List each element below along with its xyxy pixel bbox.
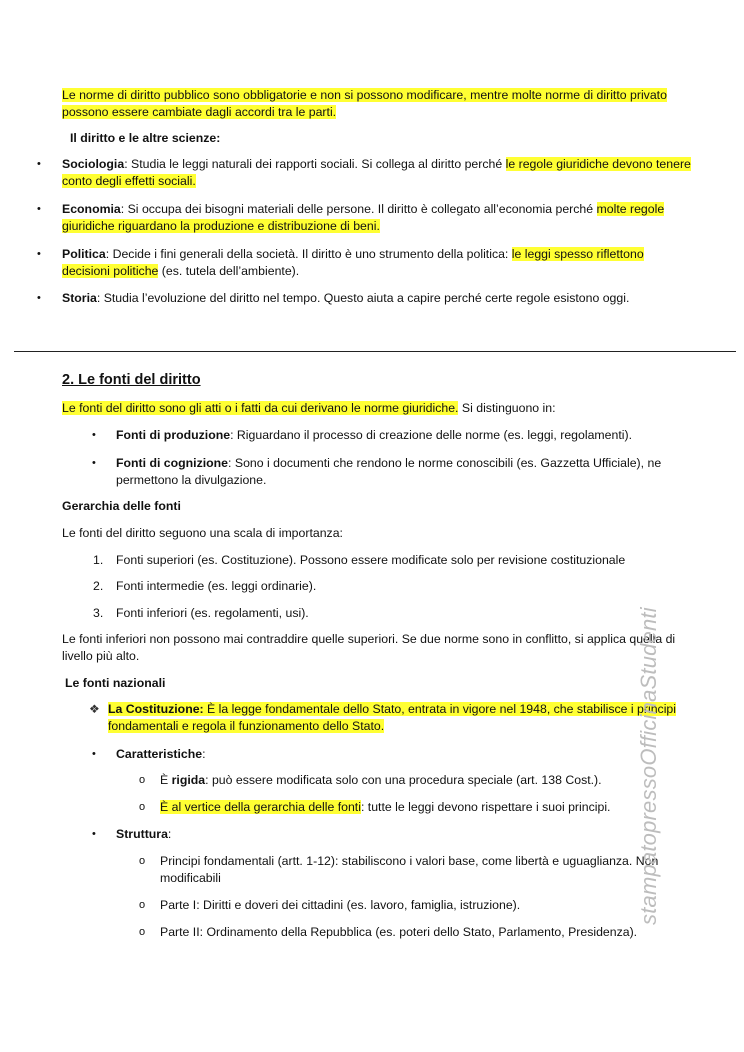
bullet-dot-icon: • [92, 457, 96, 469]
struttura-item: Parte II: Ordinamento della Repubblica (es. poteri dello Stato, Parlamento, Presidenza). [160, 925, 638, 939]
caratteristiche-item: È rigida: può essere modificata solo con una procedura speciale (art. 138 Cost.). [160, 773, 602, 787]
gerarchia-note: Le fonti inferiori non possono mai contraddire quelle superiori. Se due norme sono in conflitto, si applica quella di livello più alto. [62, 632, 676, 663]
bullet-dot-icon: • [92, 748, 96, 760]
struttura-label: Struttura: [116, 827, 172, 841]
list-item-gerarchia: Fonti superiori (es. Costituzione). Possono essere modificate solo per revisione costituzionale [116, 553, 626, 567]
struttura-item: Principi fondamentali (artt. 1-12): stabiliscono i valori base, come libertà e uguaglianza. Non modificabili [160, 854, 659, 885]
list-item-storia: Storia: Studia l’evoluzione del diritto nel tempo. Questo aiuta a capire perché certe regole esistono oggi. [62, 291, 630, 305]
intro-paragraph [62, 87, 692, 121]
list-number: 3. [93, 606, 104, 620]
bullet-dot-icon: • [92, 429, 96, 441]
gerarchia-intro: Le fonti del diritto seguono una scala di importanza: [62, 526, 343, 540]
caratteristiche-label: Caratteristiche: [116, 747, 206, 761]
altre-scienze-heading: Il diritto e le altre scienze: [70, 131, 221, 145]
bullet-dot-icon: • [92, 828, 96, 840]
list-item-economia: Economia: Si occupa dei bisogni materiali delle persone. Il diritto è collegato all’economia perché molte regole giuridiche riguardano la produzione e distribuzione di beni. [62, 202, 665, 233]
costituzione-item: La Costituzione: È la legge fondamentale dello Stato, entrata in vigore nel 1948, che stabilisce i principi fondamentali e regola il funzionamento dello Stato. [108, 702, 676, 733]
list-number: 1. [93, 553, 104, 567]
circle-bullet-icon: o [139, 926, 146, 938]
list-item-sociologia: Sociologia: Studia le leggi naturali dei rapporti sociali. Si collega al diritto perché le regole giuridiche devono tenere conto degli effetti sociali. [62, 157, 691, 188]
list-item-fonti-cognizione: Fonti di cognizione: Sono i documenti che rendono le norme conoscibili (es. Gazzetta Ufficiale), ne permettono la divulgazione. [116, 456, 662, 487]
fonti-intro: Le fonti del diritto sono gli atti o i fatti da cui derivano le norme giuridiche. Si distinguono in: [62, 401, 556, 415]
bullet-dot-icon: • [37, 292, 41, 304]
watermark-text: stampatopressoOfficinaStudenti [636, 607, 661, 925]
circle-bullet-icon: o [139, 855, 146, 867]
horizontal-divider [14, 351, 736, 352]
term: Politica [62, 247, 106, 261]
list-number: 2. [93, 579, 104, 593]
section-title: 2. Le fonti del diritto [62, 372, 201, 388]
costituzione-term: La Costituzione: [108, 702, 204, 716]
list-item-politica: Politica: Decide i fini generali della società. Il diritto è uno strumento della politica: le leggi spesso riflettono decisioni politiche (es. tutela dell’ambiente). [62, 247, 644, 278]
gerarchia-heading: Gerarchia delle fonti [62, 499, 181, 513]
circle-bullet-icon: o [139, 801, 146, 813]
bullet-dot-icon: • [37, 158, 41, 170]
term: Economia [62, 202, 121, 216]
circle-bullet-icon: o [139, 774, 146, 786]
circle-bullet-icon: o [139, 899, 146, 911]
term: Storia [62, 291, 97, 305]
term: Sociologia [62, 157, 125, 171]
bullet-dot-icon: • [37, 203, 41, 215]
list-item-gerarchia: Fonti intermedie (es. leggi ordinarie). [116, 579, 317, 593]
struttura-item: Parte I: Diritti e doveri dei cittadini (es. lavoro, famiglia, istruzione). [160, 898, 521, 912]
diamond-bullet-icon: ❖ [89, 702, 100, 716]
list-item-gerarchia: Fonti inferiori (es. regolamenti, usi). [116, 606, 309, 620]
nazionali-heading: Le fonti nazionali [65, 676, 166, 690]
bullet-dot-icon: • [37, 248, 41, 260]
list-item-fonti-produzione: Fonti di produzione: Riguardano il processo di creazione delle norme (es. leggi, regolamenti). [116, 428, 632, 442]
intro-highlight: Le norme di diritto pubblico sono obbligatorie e non si possono modificare, mentre molte norme di diritto privato possono essere cambiate dagli accordi tra le parti. [62, 88, 667, 119]
caratteristiche-item: È al vertice della gerarchia delle fonti: tutte le leggi devono rispettare i suoi principi. [160, 800, 611, 814]
